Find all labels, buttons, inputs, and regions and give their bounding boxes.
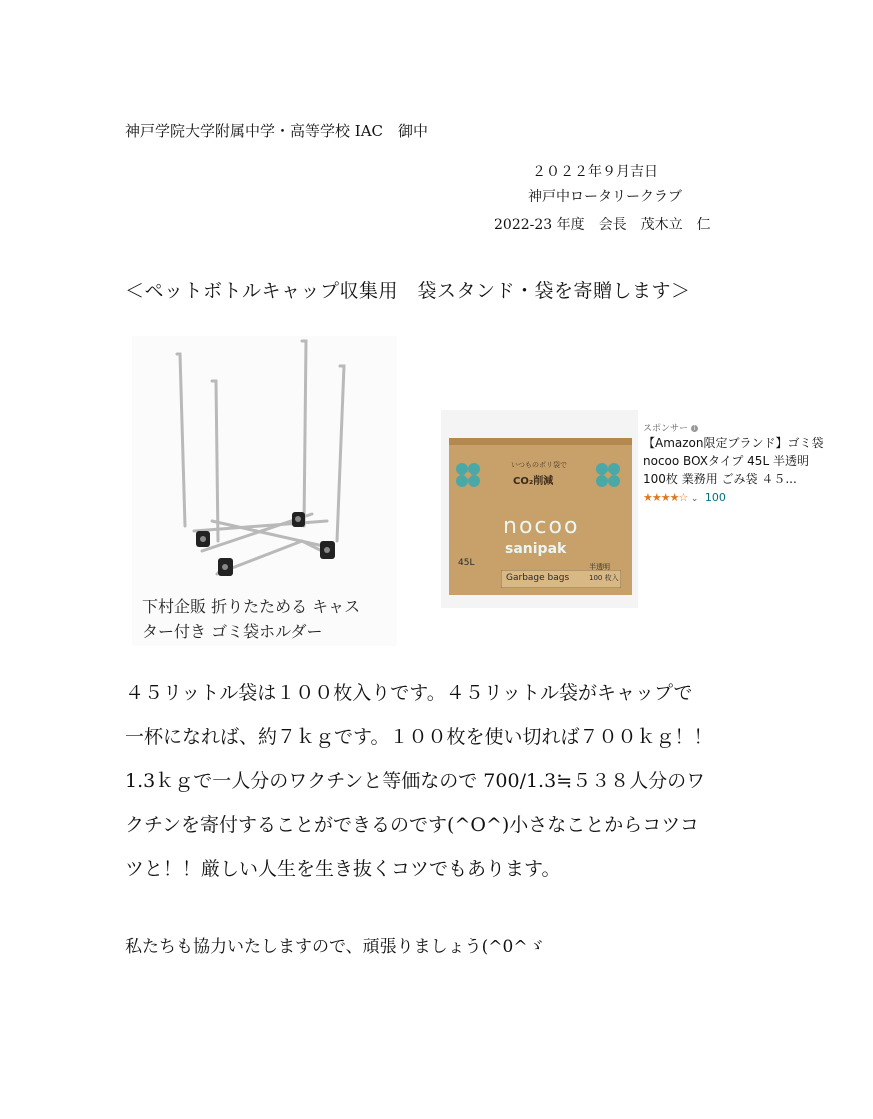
letter-heading: ＜ペットボトルキャップ収集用 袋スタンド・袋を寄贈します＞ bbox=[125, 280, 691, 302]
box-brand-nocoo: nocoo bbox=[503, 514, 580, 539]
box-co2-label: CO₂削減 bbox=[513, 476, 554, 487]
sponsored-text: スポンサー bbox=[643, 424, 689, 434]
product-rating[interactable] bbox=[643, 491, 726, 504]
info-icon[interactable]: i bbox=[691, 425, 698, 432]
flower-logo-icon bbox=[453, 460, 483, 490]
closing-line: 私たちも協力いたしますので、頑張りましょう(^0^ゞ bbox=[125, 937, 545, 957]
flower-logo-icon bbox=[593, 460, 623, 490]
body-line: クチンを寄付することができるのです(^O^)小さなことからコツコ bbox=[125, 814, 699, 836]
box-tagline: いつものポリ袋で bbox=[511, 461, 567, 469]
box-garbage-bags-label: Garbage bags bbox=[506, 573, 570, 583]
box-count-label: 100 枚入 bbox=[589, 574, 619, 582]
sponsored-label bbox=[643, 421, 698, 434]
body-line: 1.3ｋｇで一人分のワクチンと等価なので 700/1.3≒５３８人分のワ bbox=[125, 770, 706, 792]
product-title-link[interactable]: 【Amazon限定ブランド】ゴミ袋 nocoo BOXタイプ 45L 半透明 100枚 業務用 ごみ袋 ４５... bbox=[643, 436, 824, 486]
stand-product-caption bbox=[142, 594, 392, 644]
rating-count[interactable]: 100 bbox=[704, 491, 726, 504]
body-line: 一杯になれば、約７ｋｇです。１００枚を使い切れば７００ｋｇ！！ bbox=[125, 726, 713, 748]
rating-stars: ★★★★☆ bbox=[643, 491, 688, 504]
box-product-image bbox=[441, 410, 638, 608]
stand-product-image bbox=[132, 336, 397, 646]
body-line: ４５リットル袋は１００枚入りです。４５リットル袋がキャップで bbox=[125, 682, 693, 704]
stand-caption-line1: 下村企販 折りたためる キャス bbox=[142, 597, 361, 616]
chevron-down-icon[interactable]: ⌄ bbox=[690, 494, 699, 504]
box-semi-transparent-label: 半透明 bbox=[589, 563, 610, 571]
sender-club: 神戸中ロータリークラブ bbox=[528, 189, 682, 205]
body-paragraph bbox=[125, 671, 750, 891]
letter-date: ２０２２年９月吉日 bbox=[532, 164, 658, 180]
box-brand-sanipak: sanipak bbox=[505, 541, 567, 557]
body-line: ツと！！厳しい人生を生き抜くコツでもあります。 bbox=[125, 858, 561, 880]
stand-caption-line2: ター付き ゴミ袋ホルダー bbox=[142, 622, 323, 641]
addressee: 神戸学院大学附属中学・高等学校 IAC 御中 bbox=[125, 122, 429, 140]
box-size-label: 45L bbox=[458, 558, 475, 568]
sender-president: 2022-23 年度 会長 茂木立 仁 bbox=[494, 217, 711, 233]
